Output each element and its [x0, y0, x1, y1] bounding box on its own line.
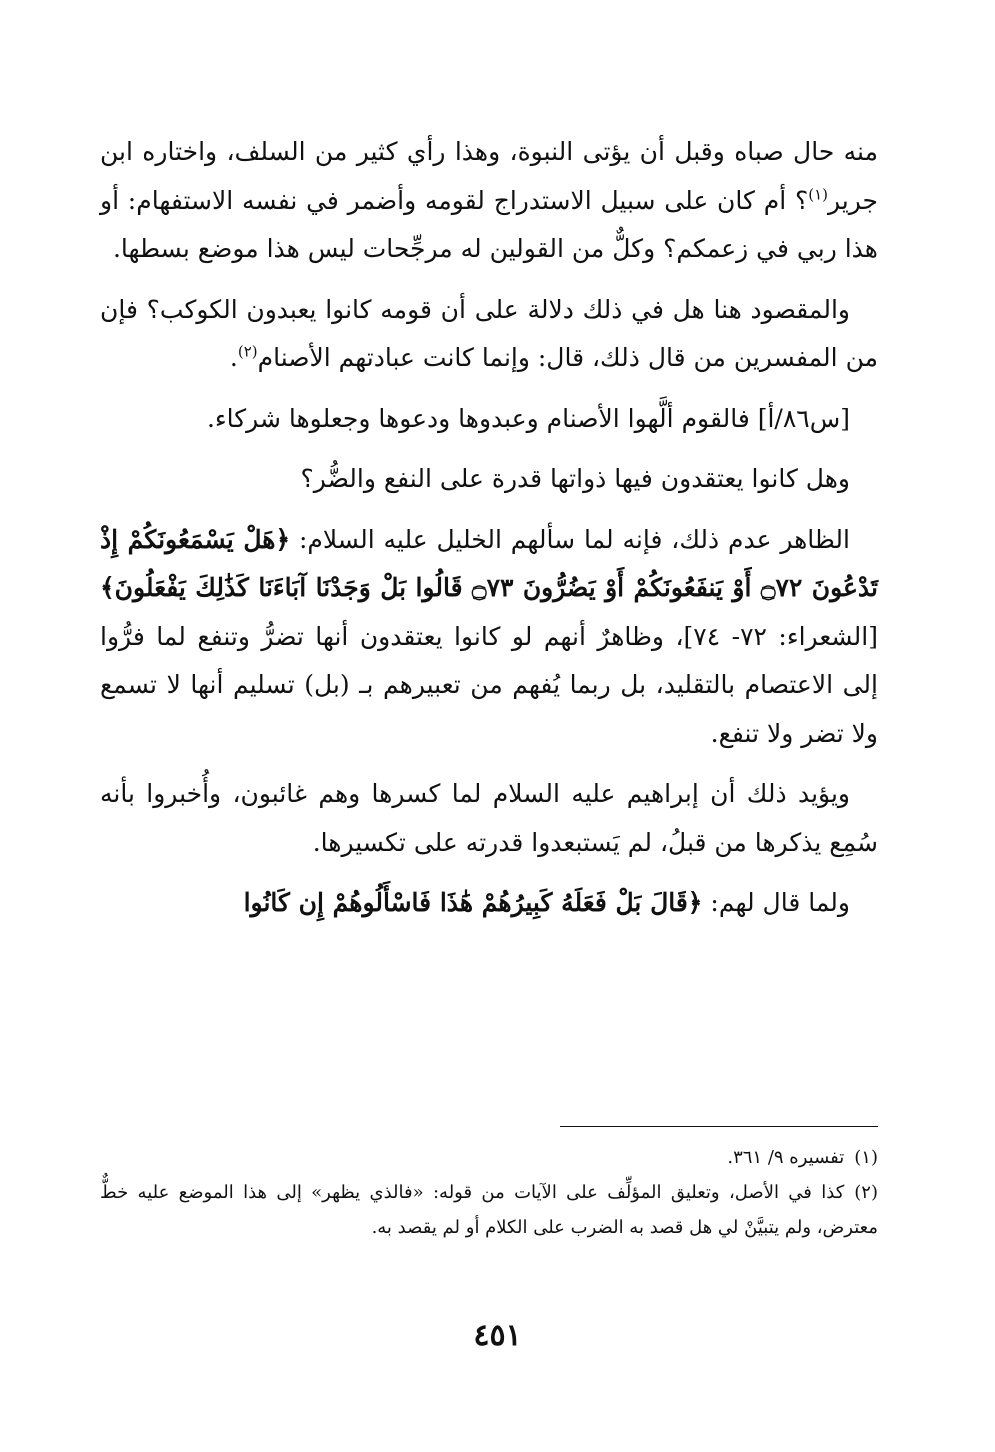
main-text [100, 128, 878, 940]
quran-verse-1: ﴿هَلْ يَسْمَعُونَكُمْ إِذْ تَدْعُونَ ۝٧٢ أَوْ يَنفَعُونَكُمْ أَوْ يَضُرُّونَ ۝٧٣ قَالُوا بَلْ وَجَدْنَا آبَاءَنَا كَذَٰلِكَ يَفْعَلُونَ﴾ [100, 524, 878, 602]
paragraph-4: وهل كانوا يعتقدون فيها ذواتها قدرة على النفع والضُّر؟ [300, 464, 850, 493]
footnote-number: (١) [854, 1147, 878, 1168]
footnote-text: تفسيره ٩/ ٣٦١. [727, 1147, 845, 1168]
footnote-1 [100, 1140, 878, 1175]
page-number: ٤٥١ [473, 1318, 522, 1353]
paragraph-3: [س٨٦/أ] فالقوم ألَّهوا الأصنام وعبدوها ودعوها وجعلوها شركاء. [206, 403, 850, 433]
quran-verse-2: ﴿قَالَ بَلْ فَعَلَهُ كَبِيرُهُمْ هَٰذَا فَاسْأَلُوهُمْ إِن كَانُوا [243, 888, 703, 917]
footnote-marker-1[interactable]: (١) [808, 185, 828, 204]
footnote-number: (٢) [854, 1182, 878, 1203]
footnote-separator [560, 1126, 878, 1127]
footnote-marker-2[interactable]: (٢) [237, 342, 258, 361]
paragraph-1: منه حال صباه وقبل أن يؤتى النبوة، وهذا رأي كثير من السلف، واختاره ابن جرير$^{(١)}$؟ أم كان على سبيل الاستدراج لقومه وأضمر في نفسه الاستفهام: أو هذا ربي في زعمكم؟ وكلٌّ من القولين له مرجِّحات ليس هذا موضع بسطها. [100, 137, 878, 263]
footnote-text: كذا في الأصل، وتعليق المؤلِّف على الآيات من قوله: «فالذي يظهر» إلى هذا الموضع عليه خطٌّ معترض، ولم يتبيَّنْ لي هل قصد به الضرب على الكلام أو لم يقصد به. [100, 1182, 878, 1238]
footnotes [100, 1140, 878, 1245]
paragraph-7: ولما قال لهم: ﴿قَالَ بَلْ فَعَلَهُ كَبِيرُهُمْ هَٰذَا فَاسْأَلُوهُمْ إِن كَانُوا [243, 888, 850, 917]
paragraph-5: الظاهر عدم ذلك، فإنه لما سألهم الخليل عليه السلام: ﴿هَلْ يَسْمَعُونَكُمْ إِذْ تَدْعُونَ ۝٧٢ أَوْ يَنفَعُونَكُمْ أَوْ يَضُرُّونَ ۝٧٣ قَالُوا بَلْ وَجَدْنَا آبَاءَنَا كَذَٰلِكَ يَفْعَلُونَ﴾ [الشعراء: ٧٢- ٧٤]، وظاهرٌ أنهم لو كانوا يعتقدون أنها تضرُّ وتنفع لما فرُّوا إلى الاعتصام بالتقليد، بل ربما يُفهم من تعبيرهم بـ (بل) تسليم أنها لا تسمع ولا تضر ولا تنفع. [100, 524, 878, 748]
paragraph-2: والمقصود هنا هل في ذلك دلالة على أن قومه كانوا يعبدون الكوكب؟ فإن من المفسرين من قال ذلك، قال: وإنما كانت عبادتهم الأصنام$^{(٢)}$. [100, 294, 878, 372]
paragraph-6: ويؤيد ذلك أن إبراهيم عليه السلام لما كسرها وهم غائبون، وأُخبروا بأنه سُمِع يذكرها من قبلُ، لم يَستبعدوا قدرته على تكسيرها. [100, 779, 878, 857]
footnote-2 [100, 1175, 878, 1245]
